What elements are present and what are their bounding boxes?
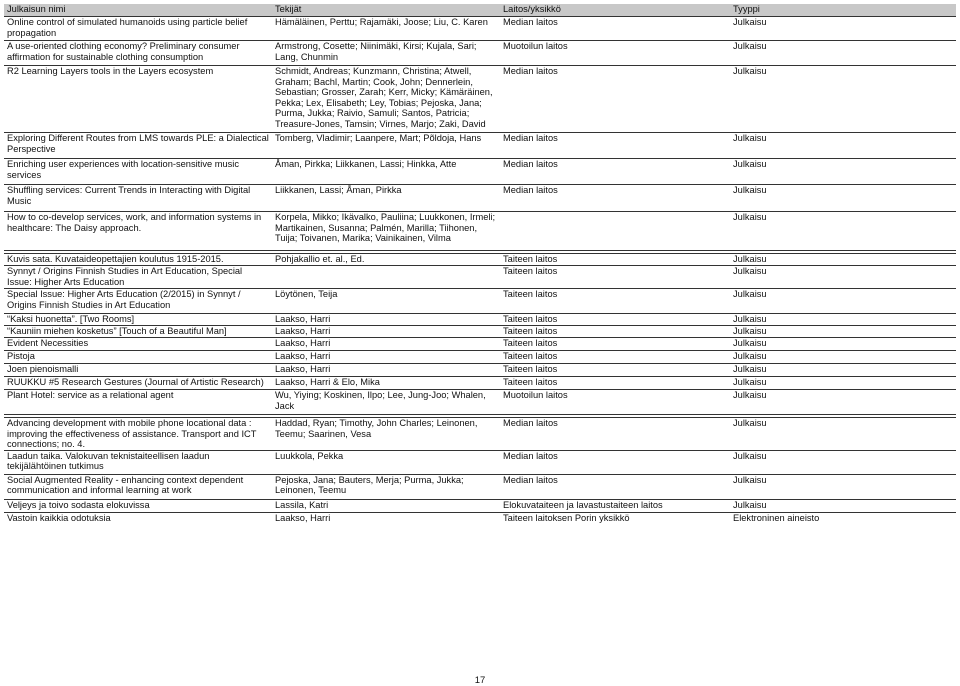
row-authors: Korpela, Mikko; Ikävalko, Pauliina; Luukkonen, Irmeli; Martikainen, Susanna; Palmén, Marilla; Tiihonen, Tuija; Toivanen, Marika; Vainikainen, Vilma bbox=[272, 212, 500, 251]
table-row bbox=[4, 390, 956, 415]
table-row bbox=[4, 326, 956, 338]
table-row bbox=[4, 377, 956, 390]
row-title: How to co-develop services, work, and information systems in healthcare: The Daisy approach. bbox=[4, 212, 272, 251]
row-title: A use-oriented clothing economy? Preliminary consumer affirmation for sustainable clothing consumption bbox=[4, 41, 272, 66]
row-title: Shuffling services: Current Trends in Interacting with Digital Music bbox=[4, 185, 272, 212]
table-row bbox=[4, 185, 956, 212]
row-type: Julkaisu bbox=[730, 266, 956, 289]
row-title: Enriching user experiences with location-sensitive music services bbox=[4, 159, 272, 185]
row-authors: Åman, Pirkka; Liikkanen, Lassi; Hinkka, Atte bbox=[272, 159, 500, 185]
row-authors: Pohjakallio et. al., Ed. bbox=[272, 254, 500, 266]
row-title: Evident Necessities bbox=[4, 338, 272, 351]
row-unit: Median laitos bbox=[500, 17, 730, 41]
row-unit: Median laitos bbox=[500, 66, 730, 133]
row-authors: Laakso, Harri bbox=[272, 326, 500, 338]
row-authors: Pejoska, Jana; Bauters, Merja; Purma, Jukka; Leinonen, Teemu bbox=[272, 474, 500, 499]
row-authors: Löytönen, Teija bbox=[272, 289, 500, 314]
row-type: Julkaisu bbox=[730, 364, 956, 377]
row-title: RUUKKU #5 Research Gestures (Journal of Artistic Research) bbox=[4, 377, 272, 390]
row-unit: Median laitos bbox=[500, 450, 730, 474]
row-authors: Armstrong, Cosette; Niinimäki, Kirsi; Kujala, Sari; Lang, Chunmin bbox=[272, 41, 500, 66]
row-authors bbox=[272, 266, 500, 289]
row-title: “Kaksi huonetta”. [Two Rooms] bbox=[4, 314, 272, 326]
row-unit: Median laitos bbox=[500, 418, 730, 451]
row-title: Joen pienoismalli bbox=[4, 364, 272, 377]
table-row bbox=[4, 314, 956, 326]
header-unit: Laitos/yksikkö bbox=[500, 4, 730, 17]
header-authors: Tekijät bbox=[272, 4, 500, 17]
table-row bbox=[4, 17, 956, 41]
table-row bbox=[4, 351, 956, 364]
table-row bbox=[4, 266, 956, 289]
row-authors: Haddad, Ryan; Timothy, John Charles; Leinonen, Teemu; Saarinen, Vesa bbox=[272, 418, 500, 451]
row-authors: Laakso, Harri bbox=[272, 364, 500, 377]
row-unit: Median laitos bbox=[500, 159, 730, 185]
row-authors: Laakso, Harri bbox=[272, 314, 500, 326]
row-type: Julkaisu bbox=[730, 66, 956, 133]
row-type: Julkaisu bbox=[730, 185, 956, 212]
row-type: Julkaisu bbox=[730, 254, 956, 266]
row-authors: Laakso, Harri bbox=[272, 338, 500, 351]
row-type: Julkaisu bbox=[730, 418, 956, 451]
row-unit bbox=[500, 212, 730, 251]
row-authors: Schmidt, Andreas; Kunzmann, Christina; Atwell, Graham; Bachl, Martin; Cook, John; Dennerlein, Sebastian; Grosser, Zarah; Kerr, Micky; Kämäräinen, Pekka; Lex, Elisabeth; Ley, Tobias; Pejoska, Jana; Purma, Jukka; Raivio, Samuli; Santos, Patricia; Treasure-Jones, Tamsin; Virnes, Marjo; Zaki, David bbox=[272, 66, 500, 133]
header-type: Tyyppi bbox=[730, 4, 956, 17]
table-row bbox=[4, 474, 956, 499]
table-row bbox=[4, 450, 956, 474]
row-type: Julkaisu bbox=[730, 41, 956, 66]
table-row bbox=[4, 512, 956, 524]
row-unit: Taiteen laitos bbox=[500, 254, 730, 266]
row-title: Pistoja bbox=[4, 351, 272, 364]
row-type: Julkaisu bbox=[730, 326, 956, 338]
table-row bbox=[4, 364, 956, 377]
row-type: Julkaisu bbox=[730, 450, 956, 474]
table-row bbox=[4, 41, 956, 66]
row-type: Julkaisu bbox=[730, 314, 956, 326]
row-unit: Median laitos bbox=[500, 185, 730, 212]
row-type: Julkaisu bbox=[730, 159, 956, 185]
row-type: Julkaisu bbox=[730, 499, 956, 512]
row-type: Julkaisu bbox=[730, 17, 956, 41]
header-title: Julkaisun nimi bbox=[4, 4, 272, 17]
row-type: Julkaisu bbox=[730, 351, 956, 364]
table-row bbox=[4, 66, 956, 133]
row-type: Julkaisu bbox=[730, 474, 956, 499]
row-type: Julkaisu bbox=[730, 390, 956, 415]
table-row bbox=[4, 418, 956, 451]
row-title: Online control of simulated humanoids using particle belief propagation bbox=[4, 17, 272, 41]
table-row bbox=[4, 289, 956, 314]
row-unit: Muotoilun laitos bbox=[500, 41, 730, 66]
row-unit: Taiteen laitos bbox=[500, 326, 730, 338]
row-type: Julkaisu bbox=[730, 212, 956, 251]
row-title: Special Issue: Higher Arts Education (2/2015) in Synnyt / Origins Finnish Studies in Art Education bbox=[4, 289, 272, 314]
row-type: Julkaisu bbox=[730, 377, 956, 390]
row-unit: Elokuvataiteen ja lavastustaiteen laitos bbox=[500, 499, 730, 512]
row-unit: Median laitos bbox=[500, 474, 730, 499]
row-title: Exploring Different Routes from LMS towards PLE: a Dialectical Perspective bbox=[4, 133, 272, 159]
row-title: Synnyt / Origins Finnish Studies in Art Education, Special Issue: Higher Arts Education bbox=[4, 266, 272, 289]
row-title: Veljeys ja toivo sodasta elokuvissa bbox=[4, 499, 272, 512]
table-row bbox=[4, 254, 956, 266]
row-title: Advancing development with mobile phone locational data : improving the effectiveness of assistance. Transport and ICT connections; no. 4. bbox=[4, 418, 272, 451]
row-title: Vastoin kaikkia odotuksia bbox=[4, 512, 272, 524]
row-unit: Median laitos bbox=[500, 133, 730, 159]
row-authors: Laakso, Harri bbox=[272, 351, 500, 364]
table-row bbox=[4, 499, 956, 512]
table-body bbox=[4, 17, 956, 525]
row-authors: Laakso, Harri & Elo, Mika bbox=[272, 377, 500, 390]
row-authors: Liikkanen, Lassi; Åman, Pirkka bbox=[272, 185, 500, 212]
row-type: Elektroninen aineisto bbox=[730, 512, 956, 524]
row-authors: Luukkola, Pekka bbox=[272, 450, 500, 474]
publications-table bbox=[4, 4, 956, 524]
row-title: Social Augmented Reality - enhancing context dependent communication and informal learning at work bbox=[4, 474, 272, 499]
row-unit: Taiteen laitos bbox=[500, 338, 730, 351]
row-type: Julkaisu bbox=[730, 289, 956, 314]
row-type: Julkaisu bbox=[730, 133, 956, 159]
table-row bbox=[4, 159, 956, 185]
table-row bbox=[4, 133, 956, 159]
row-authors: Wu, Yiying; Koskinen, Ilpo; Lee, Jung-Joo; Whalen, Jack bbox=[272, 390, 500, 415]
table-row bbox=[4, 212, 956, 251]
row-title: Plant Hotel: service as a relational agent bbox=[4, 390, 272, 415]
row-unit: Taiteen laitos bbox=[500, 314, 730, 326]
row-authors: Lassila, Katri bbox=[272, 499, 500, 512]
row-unit: Taiteen laitos bbox=[500, 364, 730, 377]
row-title: “Kauniin miehen kosketus” [Touch of a Beautiful Man] bbox=[4, 326, 272, 338]
row-unit: Taiteen laitos bbox=[500, 377, 730, 390]
row-authors: Laakso, Harri bbox=[272, 512, 500, 524]
table-row bbox=[4, 338, 956, 351]
row-unit: Taiteen laitos bbox=[500, 351, 730, 364]
row-title: Kuvis sata. Kuvataideopettajien koulutus 1915-2015. bbox=[4, 254, 272, 266]
row-type: Julkaisu bbox=[730, 338, 956, 351]
row-title: R2 Learning Layers tools in the Layers ecosystem bbox=[4, 66, 272, 133]
row-title: Laadun taika. Valokuvan teknistaiteellisen laadun tekijälähtöinen tutkimus bbox=[4, 450, 272, 474]
row-unit: Muotoilun laitos bbox=[500, 390, 730, 415]
row-unit: Taiteen laitos bbox=[500, 289, 730, 314]
page-number: 17 bbox=[474, 675, 486, 686]
row-authors: Hämäläinen, Perttu; Rajamäki, Joose; Liu, C. Karen bbox=[272, 17, 500, 41]
row-authors: Tomberg, Vladimir; Laanpere, Mart; Põldoja, Hans bbox=[272, 133, 500, 159]
row-unit: Taiteen laitos bbox=[500, 266, 730, 289]
table-header-row bbox=[4, 4, 956, 17]
row-unit: Taiteen laitoksen Porin yksikkö bbox=[500, 512, 730, 524]
